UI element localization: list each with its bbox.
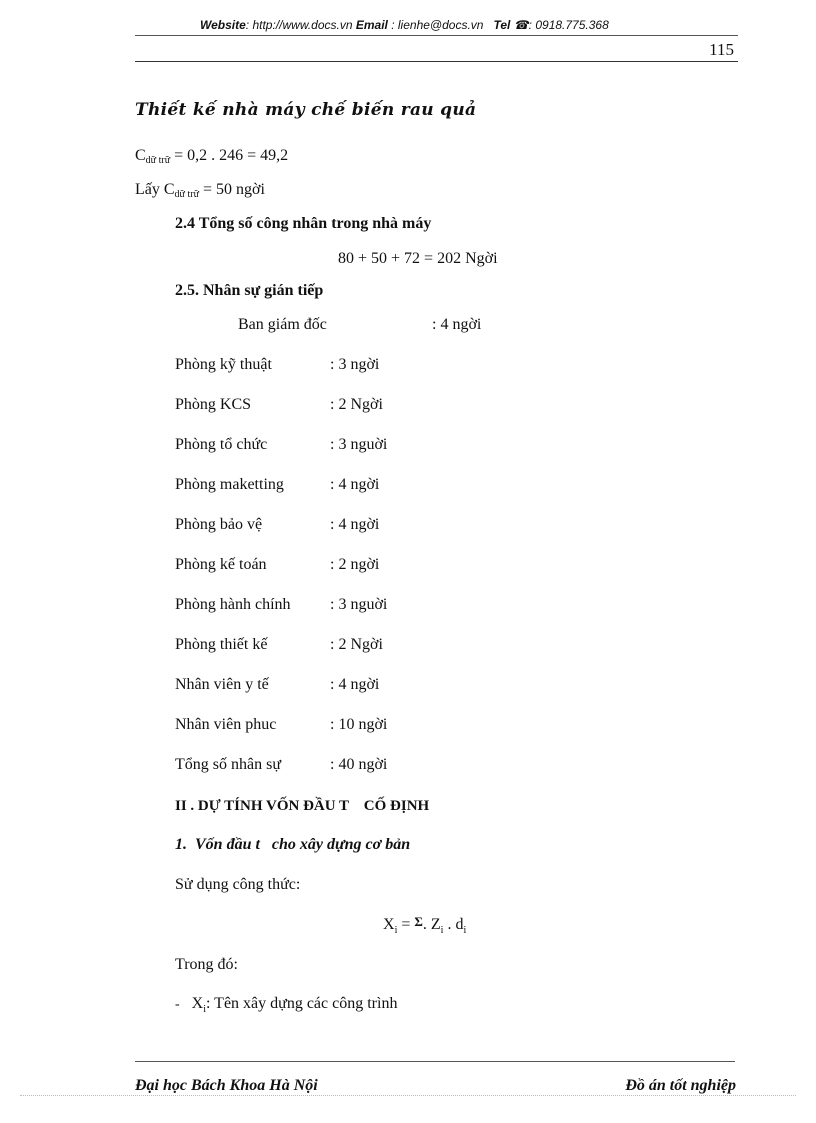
bullet-text: : Tên xây dựng các công trình	[206, 995, 398, 1012]
staff-value: : 2 Ngời	[330, 396, 383, 413]
doc-title: Thiết kế nhà máy chế biến rau quả	[135, 100, 477, 120]
staff-value: : 4 ngời	[330, 676, 380, 693]
email-value[interactable]: : lienhe@docs.vn	[391, 18, 484, 32]
phone-icon: ☎	[513, 18, 529, 32]
staff-value: : 2 ngời	[330, 556, 380, 573]
formula-i2: i	[440, 925, 444, 936]
section-2-4-formula: 80 + 50 + 72 = 202 Ngời	[338, 250, 498, 267]
section-II-heading: II . DỰ TÍNH VỐN ĐẦU T CỐ ĐỊNH	[175, 798, 430, 814]
staff-row	[175, 556, 379, 574]
footer-university: Đại học Bách Khoa Hà Nội	[135, 1077, 318, 1094]
staff-label: Phòng maketting	[175, 476, 284, 493]
staff-label: Nhân viên phuc	[175, 716, 277, 733]
bullet-item	[175, 995, 397, 1015]
calc1-rest: = 0,2 . 246 = 49,2	[170, 147, 289, 164]
staff-label: Nhân viên y tế	[175, 676, 269, 693]
staff-label: Phòng KCS	[175, 396, 252, 413]
staff-value: : 10 ngời	[330, 716, 388, 733]
header-rule-bottom	[135, 61, 738, 62]
page-edge-dots	[20, 1095, 796, 1096]
calc1-c: C	[135, 147, 146, 164]
section-2-5-heading: 2.5. Nhân sự gián tiếp	[175, 282, 324, 299]
director-label: Ban giám đốc	[238, 316, 327, 333]
header-contact	[200, 18, 609, 32]
formula-mid: =	[397, 916, 415, 933]
where-text: Trong đó:	[175, 956, 238, 973]
staff-label: Phòng kế toán	[175, 556, 267, 573]
staff-row	[175, 516, 379, 534]
staff-row	[175, 476, 379, 494]
sigma-symbol: Σ	[414, 914, 423, 929]
staff-total-row	[175, 756, 387, 774]
calc-line-1	[135, 147, 288, 166]
email-label: Email	[355, 18, 388, 32]
footer-project: Đồ án tốt nghiệp	[625, 1077, 736, 1094]
staff-value: : 3 nguời	[330, 436, 388, 453]
formula-d: . d	[443, 916, 464, 933]
website-label: Website	[200, 18, 246, 32]
footer-rule	[135, 1061, 735, 1062]
section-2-4-heading: 2.4 Tổng số công nhân trong nhà máy	[175, 215, 432, 232]
calc2-rest: = 50 ngời	[199, 181, 265, 198]
formula-z: . Z	[422, 916, 441, 933]
calc2-sub: dữ trữ	[174, 189, 199, 200]
bullet-dash: -	[175, 997, 180, 1012]
staff-row	[175, 716, 387, 734]
staff-label: Phòng hành chính	[175, 596, 291, 613]
calc2-pre: Lấy C	[135, 181, 175, 198]
staff-value: : 4 ngời	[330, 476, 380, 493]
staff-value: : 4 ngời	[330, 516, 380, 533]
staff-row	[175, 636, 383, 654]
staff-value: : 40 ngời	[330, 756, 388, 773]
staff-value: : 3 nguời	[330, 596, 388, 613]
main-formula	[383, 914, 466, 936]
formula-x: X	[383, 916, 395, 933]
header-rule-top	[135, 35, 738, 36]
staff-row	[175, 596, 387, 614]
staff-row	[175, 676, 379, 694]
staff-label: Phòng tổ chức	[175, 436, 268, 453]
staff-row	[175, 356, 379, 374]
staff-label: Phòng kỹ thuật	[175, 356, 272, 373]
calc1-sub: dữ trữ	[145, 155, 171, 166]
use-formula-text: Sử dụng công thức:	[175, 876, 301, 893]
staff-value: : 2 Ngời	[330, 636, 383, 653]
staff-value: : 3 ngời	[330, 356, 380, 373]
staff-label: Phòng bảo vệ	[175, 516, 263, 533]
staff-label: Phòng thiết kế	[175, 636, 268, 653]
director-value: : 4 ngời	[432, 316, 482, 333]
staff-row	[175, 436, 387, 454]
tel-label: Tel	[493, 18, 511, 32]
staff-row	[175, 396, 383, 414]
page-number: 115	[709, 40, 734, 59]
calc-line-2	[135, 181, 265, 200]
section-II-subheading: 1. Vốn đầu t cho xây dựng cơ bản	[175, 836, 411, 853]
formula-i1: i	[394, 925, 398, 936]
bullet-i: i	[203, 1004, 207, 1015]
website-value[interactable]: : http://www.docs.vn	[245, 18, 353, 32]
bullet-x: X	[191, 995, 204, 1012]
staff-label: Tổng số nhân sự	[175, 756, 281, 773]
tel-value: : 0918.775.368	[528, 18, 609, 32]
formula-i3: i	[463, 925, 467, 936]
